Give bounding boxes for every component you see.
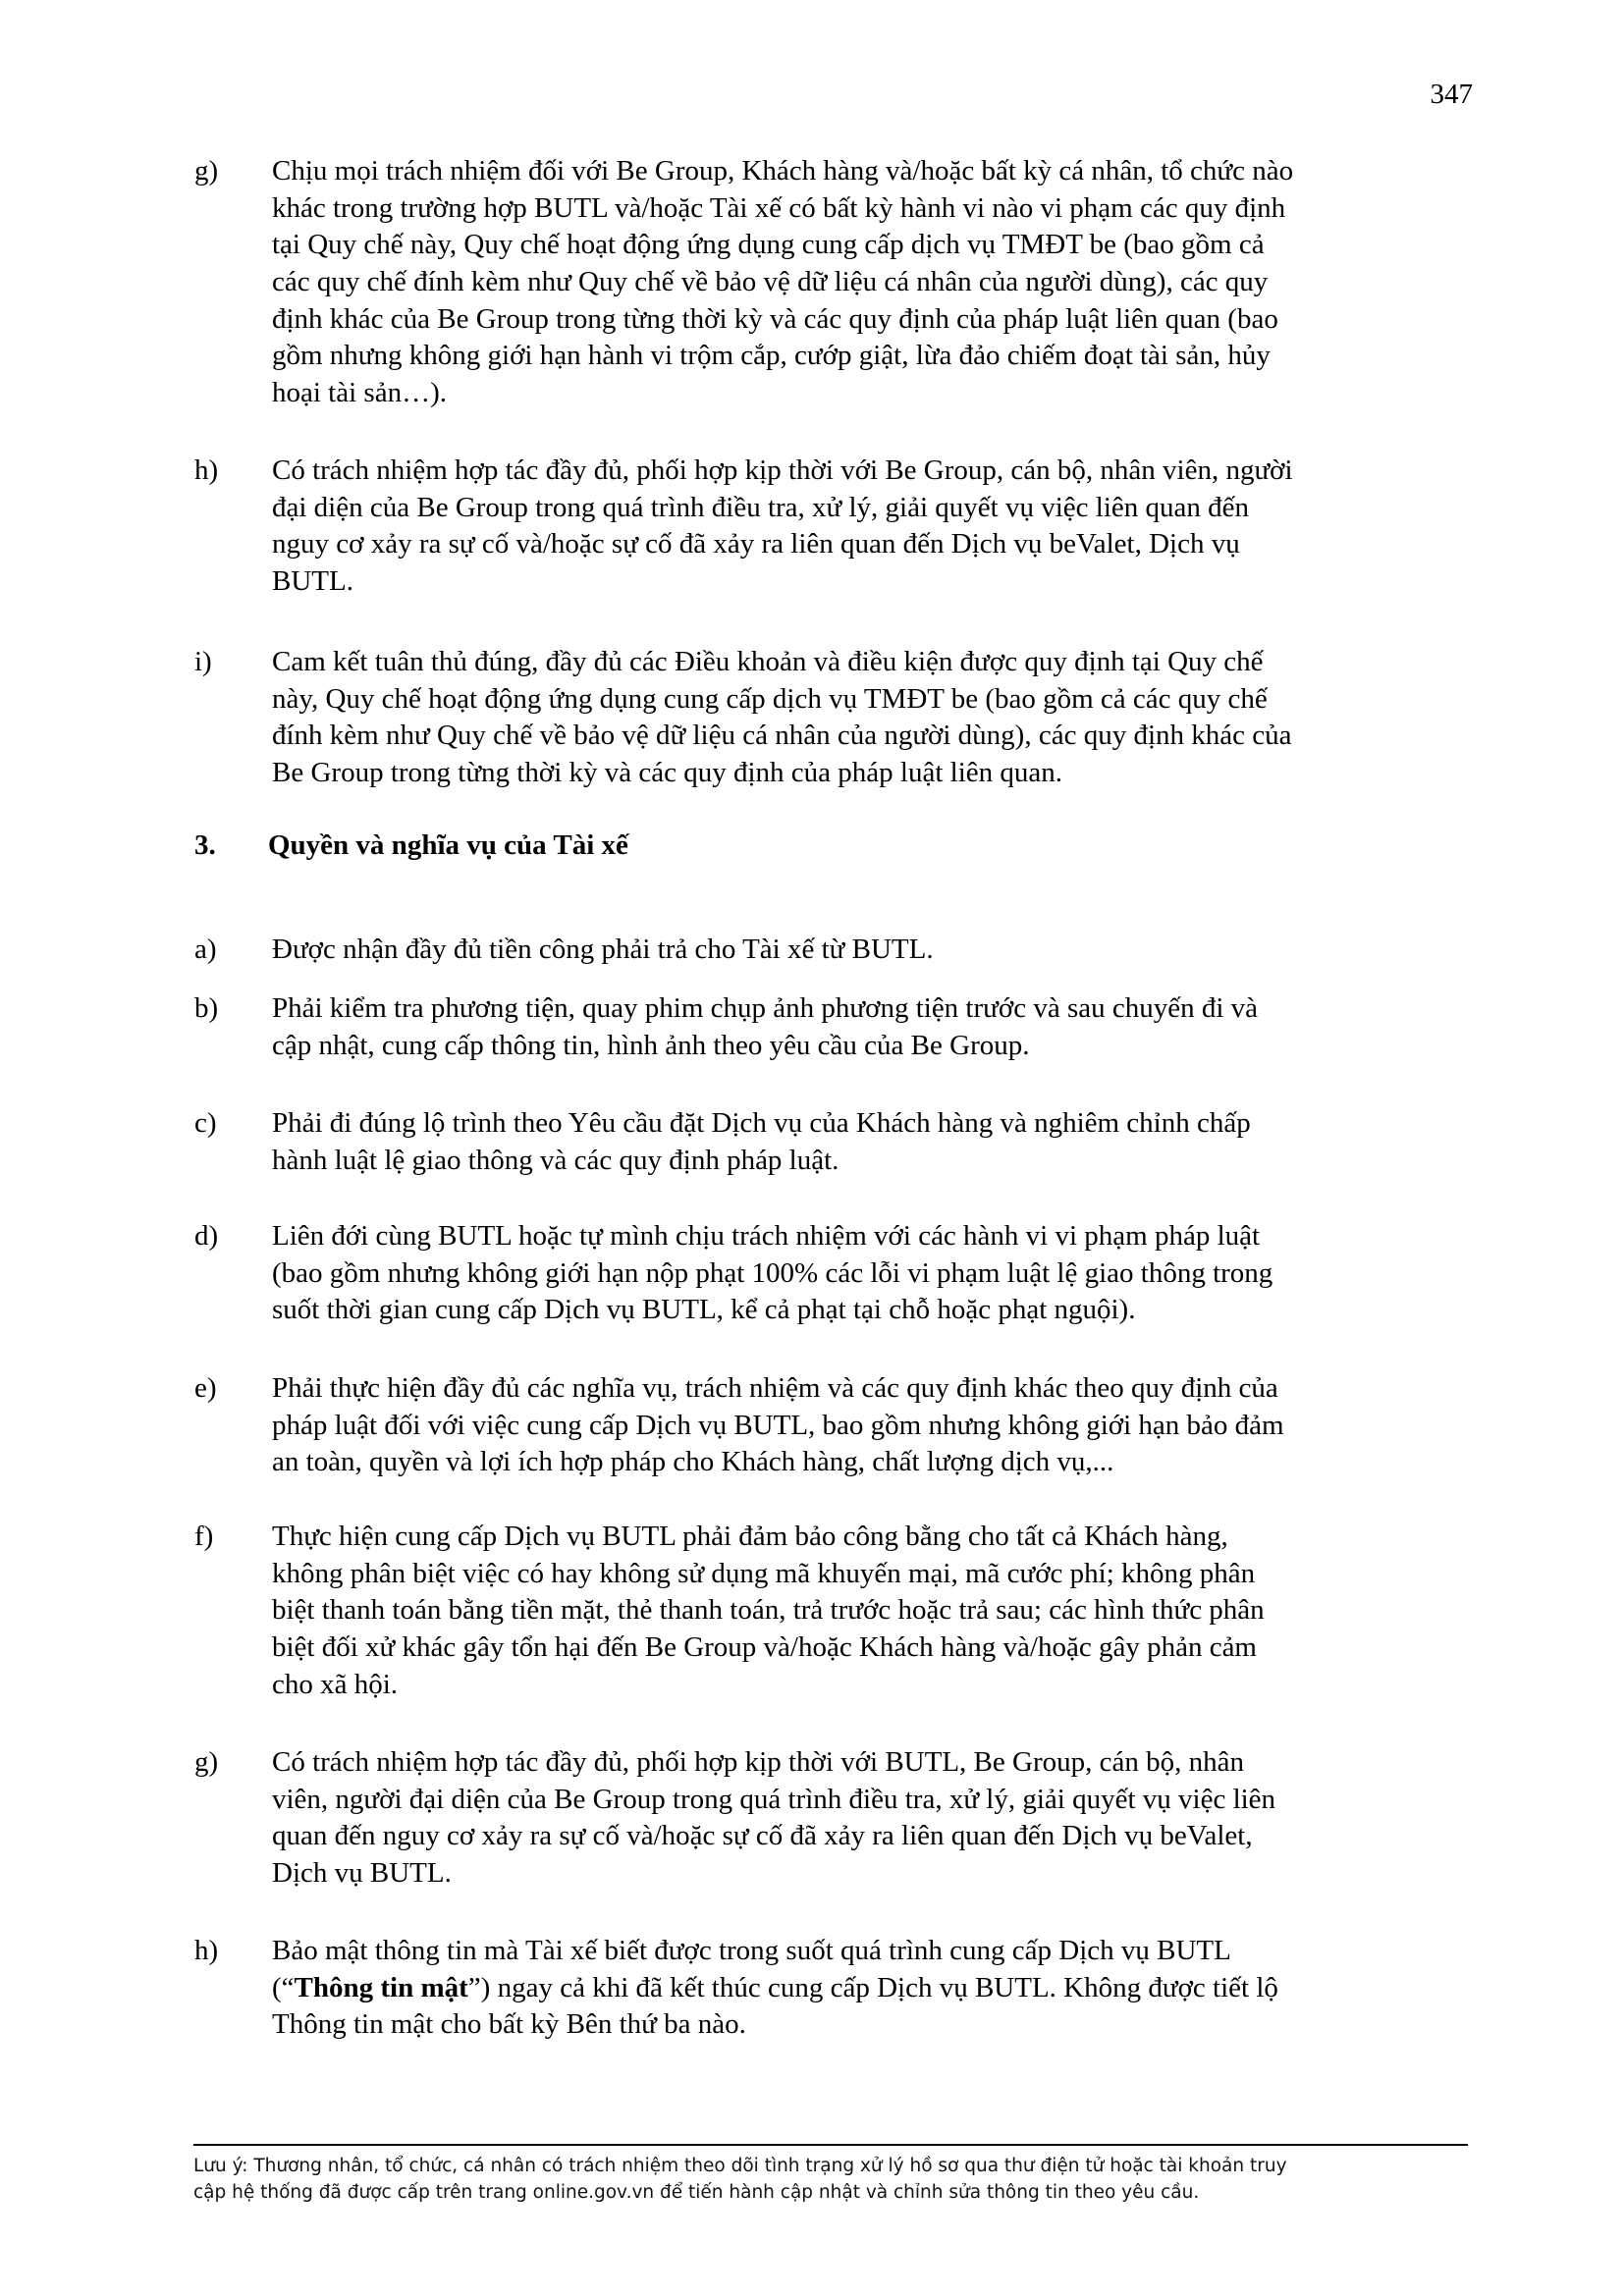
item-text [272, 1744, 1463, 1893]
item-text [272, 932, 1463, 969]
text-line: này, Quy chế hoạt động ứng dụng cung cấp dịch vụ TMĐT be (bao gồm cả các quy chế [272, 682, 1268, 715]
text-line: đính kèm như Quy chế về bảo vệ dữ liệu cá nhân của người dùng), các quy định khác của [272, 720, 1292, 752]
text-line: (bao gồm nhưng không giới hạn nộp phạt 100% các lỗi vi phạm luật lệ giao thông trong [272, 1256, 1273, 1289]
item-label: h) [194, 454, 219, 486]
text-line: Liên đới cùng BUTL hoặc tự mình chịu trách nhiệm với các hành vi vi phạm pháp luật [272, 1220, 1261, 1252]
text-segment: ”) ngay cả khi đã kết thúc cung cấp Dịch vụ BUTL. Không được tiết lộ [467, 1971, 1278, 2003]
item-label: g) [194, 1746, 219, 1778]
item-label: g) [194, 155, 219, 187]
page-number: 347 [1430, 79, 1473, 110]
text-line: hành luật lệ giao thông và các quy định pháp luật. [272, 1144, 839, 1176]
text-line: biệt đối xử khác gây tổn hại đến Be Group và/hoặc Khách hàng và/hoặc gây phản cảm [272, 1631, 1257, 1664]
item-label: d) [194, 1220, 219, 1252]
text-line: các quy chế đính kèm như Quy chế về bảo vệ dữ liệu cá nhân của người dùng), các quy [272, 266, 1269, 298]
text-line [272, 1970, 1463, 2007]
item-label: b) [194, 992, 219, 1024]
text-line: BUTL. [272, 565, 353, 598]
text-line: đại diện của Be Group trong quá trình điều tra, xử lý, giải quyết vụ việc liên quan đến [272, 491, 1250, 523]
item-text [272, 1370, 1463, 1481]
text-line: Cam kết tuân thủ đúng, đầy đủ các Điều khoản và điều kiện được quy định tại Quy chế [272, 646, 1264, 677]
text-line: Phải kiểm tra phương tiện, quay phim chụp ảnh phương tiện trước và sau chuyến đi và [272, 992, 1259, 1024]
item-label: h) [194, 1935, 219, 1966]
text-line: định khác của Be Group trong từng thời kỳ và các quy định của pháp luật liên quan (bao [272, 302, 1278, 335]
text-line: tại Quy chế này, Quy chế hoạt động ứng dụng cung cấp dịch vụ TMĐT be (bao gồm cả [272, 229, 1265, 261]
text-line: Phải đi đúng lộ trình theo Yêu cầu đặt Dịch vụ của Khách hàng và nghiêm chỉnh chấp [272, 1107, 1251, 1139]
footer-line: Lưu ý: Thương nhân, tổ chức, cá nhân có trách nhiệm theo dõi tình trạng xử lý hồ sơ qua thư điện tử hoặc tài khoản truy [193, 2156, 1287, 2176]
item-text [272, 453, 1463, 601]
text-line: Thông tin mật cho bất kỳ Bên thứ ba nào. [272, 2008, 746, 2041]
section-title: Quyền và nghĩa vụ của Tài xế [268, 829, 628, 861]
defined-term-bold: Thông tin mật [294, 1971, 468, 2003]
footer-divider [193, 2144, 1468, 2146]
item-text [272, 1105, 1463, 1179]
text-line: Bảo mật thông tin mà Tài xế biết được trong suốt quá trình cung cấp Dịch vụ BUTL [272, 1935, 1231, 1966]
text-line: khác trong trường hợp BUTL và/hoặc Tài xế có bất kỳ hành vi nào vi phạm các quy định [272, 191, 1286, 224]
footer-note [193, 2153, 1489, 2206]
text-line: Chịu mọi trách nhiệm đối với Be Group, Khách hàng và/hoặc bất kỳ cá nhân, tổ chức nào [272, 155, 1294, 187]
text-line: Dịch vụ BUTL. [272, 1857, 452, 1890]
text-line: nguy cơ xảy ra sự cố và/hoặc sự cố đã xảy ra liên quan đến Dịch vụ beValet, Dịch vụ [272, 528, 1240, 561]
text-line: biệt thanh toán bằng tiền mặt, thẻ thanh toán, trả trước hoặc trả sau; các hình thức phân [272, 1594, 1265, 1627]
text-line: Phải thực hiện đầy đủ các nghĩa vụ, trách nhiệm và các quy định khác theo quy định của [272, 1372, 1278, 1404]
item-text [272, 644, 1463, 792]
item-label: a) [194, 934, 217, 965]
text-line: an toàn, quyền và lợi ích hợp pháp cho Khách hàng, chất lượng dịch vụ,... [272, 1446, 1114, 1478]
item-label: f) [194, 1521, 214, 1552]
item-text [272, 1519, 1463, 1703]
item-label: e) [194, 1372, 217, 1404]
text-line: cho xã hội. [272, 1668, 399, 1700]
text-line: quan đến nguy cơ xảy ra sự cố và/hoặc sự cố đã xảy ra liên quan đến Dịch vụ beValet, [272, 1820, 1253, 1852]
item-label: c) [194, 1107, 217, 1139]
text-line: Được nhận đầy đủ tiền công phải trả cho Tài xế từ BUTL. [272, 934, 934, 965]
text-line: gồm nhưng không giới hạn hành vi trộm cắp, cướp giật, lừa đảo chiếm đoạt tài sản, hủy [272, 340, 1271, 372]
item-text [272, 153, 1463, 412]
text-line: Thực hiện cung cấp Dịch vụ BUTL phải đảm bảo công bằng cho tất cả Khách hàng, [272, 1521, 1228, 1552]
text-line: viên, người đại diện của Be Group trong quá trình điều tra, xử lý, giải quyết vụ việc liên [272, 1783, 1276, 1815]
footer-line: cập hệ thống đã được cấp trên trang online.gov.vn để tiến hành cập nhật và chỉnh sửa thông tin theo yêu cầu. [193, 2182, 1200, 2203]
text-line: Có trách nhiệm hợp tác đầy đủ, phối hợp kịp thời với BUTL, Be Group, cán bộ, nhân [272, 1746, 1244, 1778]
item-label: i) [194, 646, 212, 677]
open-quote: (“ [272, 1971, 295, 2003]
item-text [272, 990, 1463, 1064]
text-line: không phân biệt việc có hay không sử dụng mã khuyến mại, mã cước phí; không phân [272, 1557, 1256, 1589]
item-text [272, 1933, 1463, 2044]
section-number: 3. [194, 829, 216, 861]
text-line: Be Group trong từng thời kỳ và các quy định của pháp luật liên quan. [272, 757, 1063, 789]
text-line: pháp luật đối với việc cung cấp Dịch vụ BUTL, bao gồm nhưng không giới hạn bảo đảm [272, 1409, 1284, 1441]
text-line: cập nhật, cung cấp thông tin, hình ảnh theo yêu cầu của Be Group. [272, 1029, 1030, 1061]
text-line: hoại tài sản…). [272, 377, 447, 409]
text-line: Có trách nhiệm hợp tác đầy đủ, phối hợp kịp thời với Be Group, cán bộ, nhân viên, người [272, 454, 1293, 486]
text-line: suốt thời gian cung cấp Dịch vụ BUTL, kể cả phạt tại chỗ hoặc phạt nguội). [272, 1294, 1136, 1326]
item-text [272, 1218, 1463, 1329]
